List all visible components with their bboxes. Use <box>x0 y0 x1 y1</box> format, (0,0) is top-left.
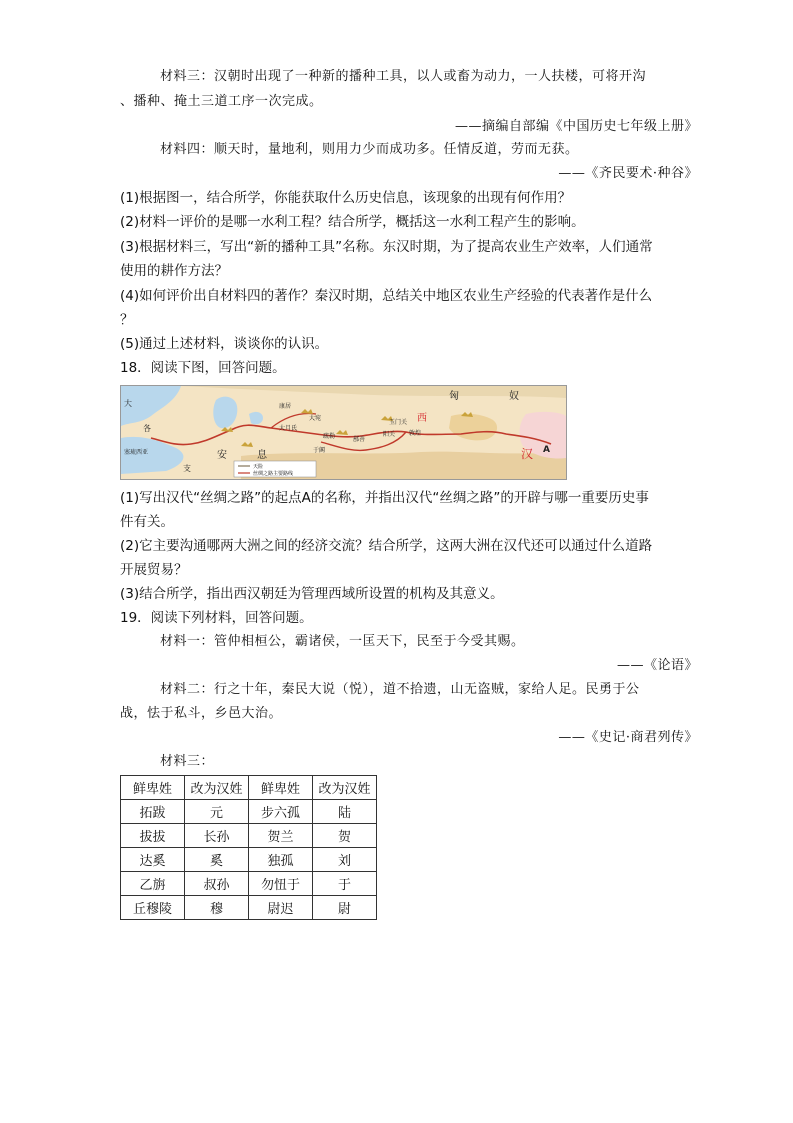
question-4-line-1: (4)如何评价出自材料四的著作？秦汉时期，总结关中地区农业生产经验的代表著作是什么 <box>120 288 653 304</box>
question-4-line-2: ？ <box>120 312 134 328</box>
table-cell: 刘 <box>313 848 377 872</box>
map-label-xi: 西 <box>417 413 427 424</box>
map-label-daqin: 大 <box>124 399 132 408</box>
table-cell: 贺兰 <box>249 824 313 848</box>
material-3-source: ——摘编自部编《中国历史七年级上册》 <box>454 119 698 134</box>
table-row <box>121 896 377 920</box>
map-label-zhi: 支 <box>183 464 191 473</box>
table-cell: 达奚 <box>121 848 185 872</box>
table-cell: 拔拔 <box>121 824 185 848</box>
p19-material-2-line-1: 材料二：行之十年，秦民大说（悦），道不拾遗，山无盗贼，家给人足。民勇于公 <box>160 682 640 697</box>
question-2: (2)材料一评价的是哪一水利工程？结合所学，概括这一水利工程产生的影响。 <box>120 214 585 230</box>
material-3-line-2: 、播种、掩土三道工序一次完成。 <box>120 94 323 109</box>
p18-question-3: (3)结合所学，指出西汉朝廷为管理西域所设置的机构及其意义。 <box>120 586 504 602</box>
table-header-cell: 改为汉姓 <box>185 776 249 800</box>
table-cell: 元 <box>185 800 249 824</box>
map-label-dunhuang: 敦煌 <box>409 430 422 437</box>
table-cell: 尉 <box>313 896 377 920</box>
map-label-yumen: 玉门关 <box>389 419 408 426</box>
material-3-line-1: 材料三：汉朝时出现了一种新的播种工具，以人或畜为动力，一人扶楼，可将开沟 <box>160 69 647 84</box>
map-label-yutian: 于阗 <box>313 447 326 454</box>
table-cell: 穆 <box>185 896 249 920</box>
map-label-han: 汉 <box>521 447 534 461</box>
question-5: (5)通过上述材料，谈谈你的认识。 <box>120 336 329 352</box>
table-cell: 尉迟 <box>249 896 313 920</box>
problem-19-heading: 19．阅读下列材料，回答问题。 <box>120 610 313 626</box>
map-label-kangju: 康居 <box>279 403 292 410</box>
p18-question-2-line-2: 开展贸易？ <box>120 562 188 578</box>
map-label-anxi-2: 息 <box>257 450 267 461</box>
table-header-row <box>121 776 377 800</box>
p18-question-1-line-1: (1)写出汉代“丝绸之路”的起点A的名称，并指出汉代“丝绸之路”的开辟与哪一重要历史事 <box>120 490 649 506</box>
p19-material-3-label: 材料三： <box>160 754 215 769</box>
table-cell: 贺 <box>313 824 377 848</box>
table-cell: 于 <box>313 872 377 896</box>
map-aral-sea <box>249 412 263 424</box>
map-label-xiongnu-2: 奴 <box>509 391 519 402</box>
table-row <box>121 872 377 896</box>
p19-material-2-line-2: 战，怯于私斗，乡邑大治。 <box>120 706 283 721</box>
table-cell: 独孤 <box>249 848 313 872</box>
map-label-point-a: A <box>543 445 550 455</box>
table-row <box>121 824 377 848</box>
map-label-seleucia: 塞琉西亚 <box>124 449 149 456</box>
p19-material-1: 材料一：管仲相桓公，霸诸侯，一匡天下，民至于今受其赐。 <box>160 634 525 649</box>
p19-material-1-source: ——《论语》 <box>616 658 698 673</box>
map-label-anxi-1: 安 <box>217 450 227 461</box>
material-4-line-1: 材料四：顺天时，量地利，则用力少而成功多。任情反道，劳而无获。 <box>160 142 579 157</box>
question-1: (1)根据图一，结合所学，你能获取什么历史信息，该现象的出现有何作用？ <box>120 190 572 206</box>
p18-question-1-line-2: 件有关。 <box>120 514 174 530</box>
table-cell: 步六孤 <box>249 800 313 824</box>
map-label-ge: 各 <box>143 424 151 433</box>
p18-question-2-line-1: (2)它主要沟通哪两大洲之间的经济交流？结合所学，这两大洲在汉代还可以通过什么道路 <box>120 538 653 554</box>
map-label-yangguan: 阳关 <box>383 431 396 438</box>
map-label-xiongnu-1: 匈 <box>449 391 459 402</box>
table-cell: 奚 <box>185 848 249 872</box>
table-header-cell: 改为汉姓 <box>313 776 377 800</box>
map-label-shule: 疏勒 <box>323 433 336 440</box>
map-label-dayuan: 大宛 <box>309 415 322 422</box>
table-row <box>121 848 377 872</box>
table-header-cell: 鲜卑姓 <box>249 776 313 800</box>
material-4-source: ——《齐民要术·种谷》 <box>558 166 698 181</box>
table-cell: 勿忸于 <box>249 872 313 896</box>
legend-item-route: 丝绸之路主要路线 <box>253 471 294 477</box>
table-header-cell: 鲜卑姓 <box>121 776 185 800</box>
map-label-shanshan: 鄯善 <box>353 436 366 443</box>
table-cell: 拓跋 <box>121 800 185 824</box>
table-cell: 陆 <box>313 800 377 824</box>
legend-item-tianxian: 天险 <box>253 464 264 470</box>
silk-road-map <box>120 385 567 480</box>
table-row <box>121 800 377 824</box>
table-cell: 长孙 <box>185 824 249 848</box>
map-label-dayuezhi: 大月氏 <box>279 425 298 432</box>
table-cell: 叔孙 <box>185 872 249 896</box>
p19-material-2-source: ——《史记·商君列传》 <box>558 730 698 745</box>
surname-table <box>120 775 377 920</box>
table-cell: 丘穆陵 <box>121 896 185 920</box>
table-cell: 乙旃 <box>121 872 185 896</box>
question-3-line-2: 使用的耕作方法？ <box>120 263 228 279</box>
map-legend <box>234 461 316 477</box>
problem-18-heading: 18．阅读下图，回答问题。 <box>120 360 286 376</box>
question-3-line-1: (3)根据材料三，写出“新的播种工具”名称。东汉时期，为了提高农业生产效率，人们通常 <box>120 239 653 255</box>
